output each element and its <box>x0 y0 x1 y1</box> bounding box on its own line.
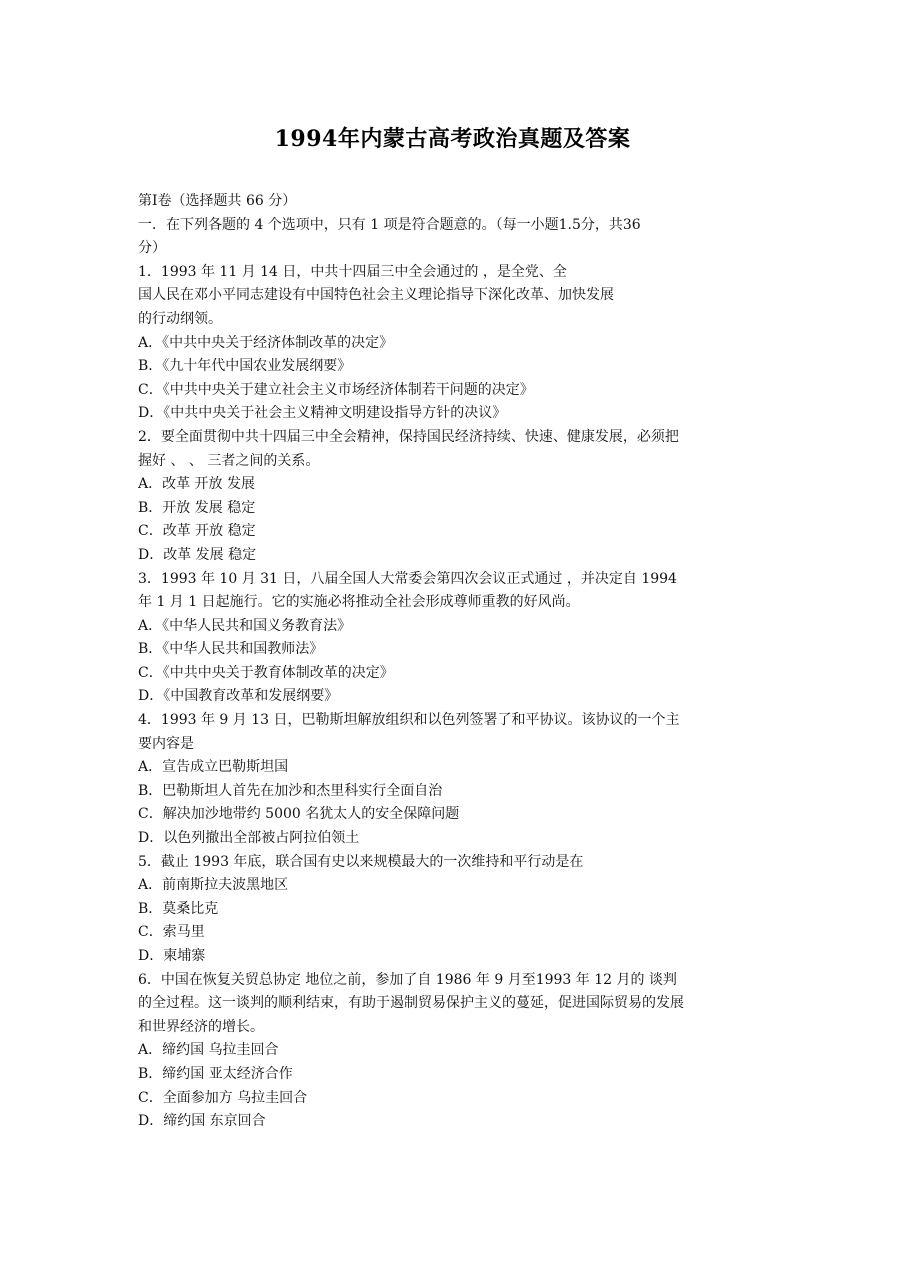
question-stem-line: 握好 、 、 三者之间的关系。 <box>138 452 320 469</box>
question-1 <box>138 261 766 426</box>
question-stem-line: 2．要全面贯彻中共十四届三中全会精神，保持国民经济持续、快速、健康发展，必须把 <box>138 428 679 445</box>
instructions-line: 分） <box>138 240 166 257</box>
question-stem-line: 年 1 月 1 日起施行。它的实施必将推动全社会形成尊师重教的好风尚。 <box>138 594 580 611</box>
option-b: B．《九十年代中国农业发展纲要》 <box>138 358 352 375</box>
question-stem-line: 的全过程。这一谈判的顺利结束，有助于遏制贸易保护主义的蔓延，促进国际贸易的发展 <box>138 995 684 1012</box>
question-stem-line: 5．截止 1993 年底，联合国有史以来规模最大的一次维持和平行动是在 <box>138 853 584 870</box>
option-a: A．改革 开放 发展 <box>138 476 256 493</box>
option-d: D．缔约国 东京回合 <box>138 1113 266 1130</box>
document-title: 1994年内蒙古高考政治真题及答案 <box>274 126 631 152</box>
question-stem-line: 要内容是 <box>138 735 194 752</box>
question-5 <box>138 851 766 969</box>
option-b: B．莫桑比克 <box>138 900 219 917</box>
option-a: A．缔约国 乌拉圭回合 <box>138 1042 279 1059</box>
option-c: C．《中共中央关于建立社会主义市场经济体制若干问题的决定》 <box>138 381 534 398</box>
option-a: A．宣告成立巴勒斯坦国 <box>138 759 289 776</box>
question-stem-line: 4．1993 年 9 月 13 日，巴勒斯坦解放组织和以色列签署了和平协议。该协议的一个主 <box>138 712 680 729</box>
option-d: D．改革 发展 稳定 <box>138 546 257 563</box>
instructions-line: 一．在下列各题的 4 个选项中，只有 1 项是符合题意的。（每一小题1.5分，共36 <box>138 216 641 233</box>
option-d: D．《中共中央关于社会主义精神文明建设指导方针的决议》 <box>138 405 507 422</box>
option-b: B．巴勒斯坦人首先在加沙和杰里科实行全面自治 <box>138 782 443 799</box>
question-2 <box>138 426 766 568</box>
option-a: A．《中共中央关于经济体制改革的决定》 <box>138 334 394 351</box>
question-6 <box>138 969 766 1134</box>
question-stem-line: 和世界经济的增长。 <box>138 1018 264 1035</box>
option-c: C．改革 开放 稳定 <box>138 523 256 540</box>
section-header: 第Ⅰ卷（选择题共 66 分） <box>138 193 297 209</box>
question-stem-line: 3．1993 年 10 月 31 日，八届全国人大常委会第四次会议正式通过 ，并决定自 1994 <box>138 570 677 587</box>
option-c: C．解决加沙地带约 5000 名犹太人的安全保障问题 <box>138 806 460 823</box>
question-4 <box>138 709 766 851</box>
question-stem-line: 6．中国在恢复关贸总协定 地位之前，参加了自 1986 年 9 月至1993 年 12 月的 谈判 <box>138 971 677 988</box>
option-b: B．《中华人民共和国教师法》 <box>138 641 324 658</box>
question-stem-line: 的行动纲领。 <box>138 310 222 327</box>
document-body <box>138 190 766 1134</box>
option-d: D．以色列撤出全部被占阿拉伯领土 <box>138 830 360 847</box>
option-c: C．索马里 <box>138 924 205 941</box>
option-d: D．柬埔寨 <box>138 948 206 964</box>
option-c: C．《中共中央关于教育体制改革的决定》 <box>138 664 394 681</box>
option-b: B．缔约国 亚太经济合作 <box>138 1065 293 1082</box>
question-3 <box>138 568 766 710</box>
option-d: D．《中国教育改革和发展纲要》 <box>138 688 339 705</box>
option-b: B．开放 发展 稳定 <box>138 499 256 516</box>
option-a: A．前南斯拉夫波黑地区 <box>138 877 289 894</box>
option-a: A．《中华人民共和国义务教育法》 <box>138 617 352 634</box>
question-stem-line: 国人民在邓小平同志建设有中国特色社会主义理论指导下深化改革、加快发展 <box>138 287 614 304</box>
option-c: C．全面参加方 乌拉圭回合 <box>138 1089 308 1106</box>
question-stem-line: 1．1993 年 11 月 14 日，中共十四届三中全会通过的 ，是全党、全 <box>138 263 567 280</box>
